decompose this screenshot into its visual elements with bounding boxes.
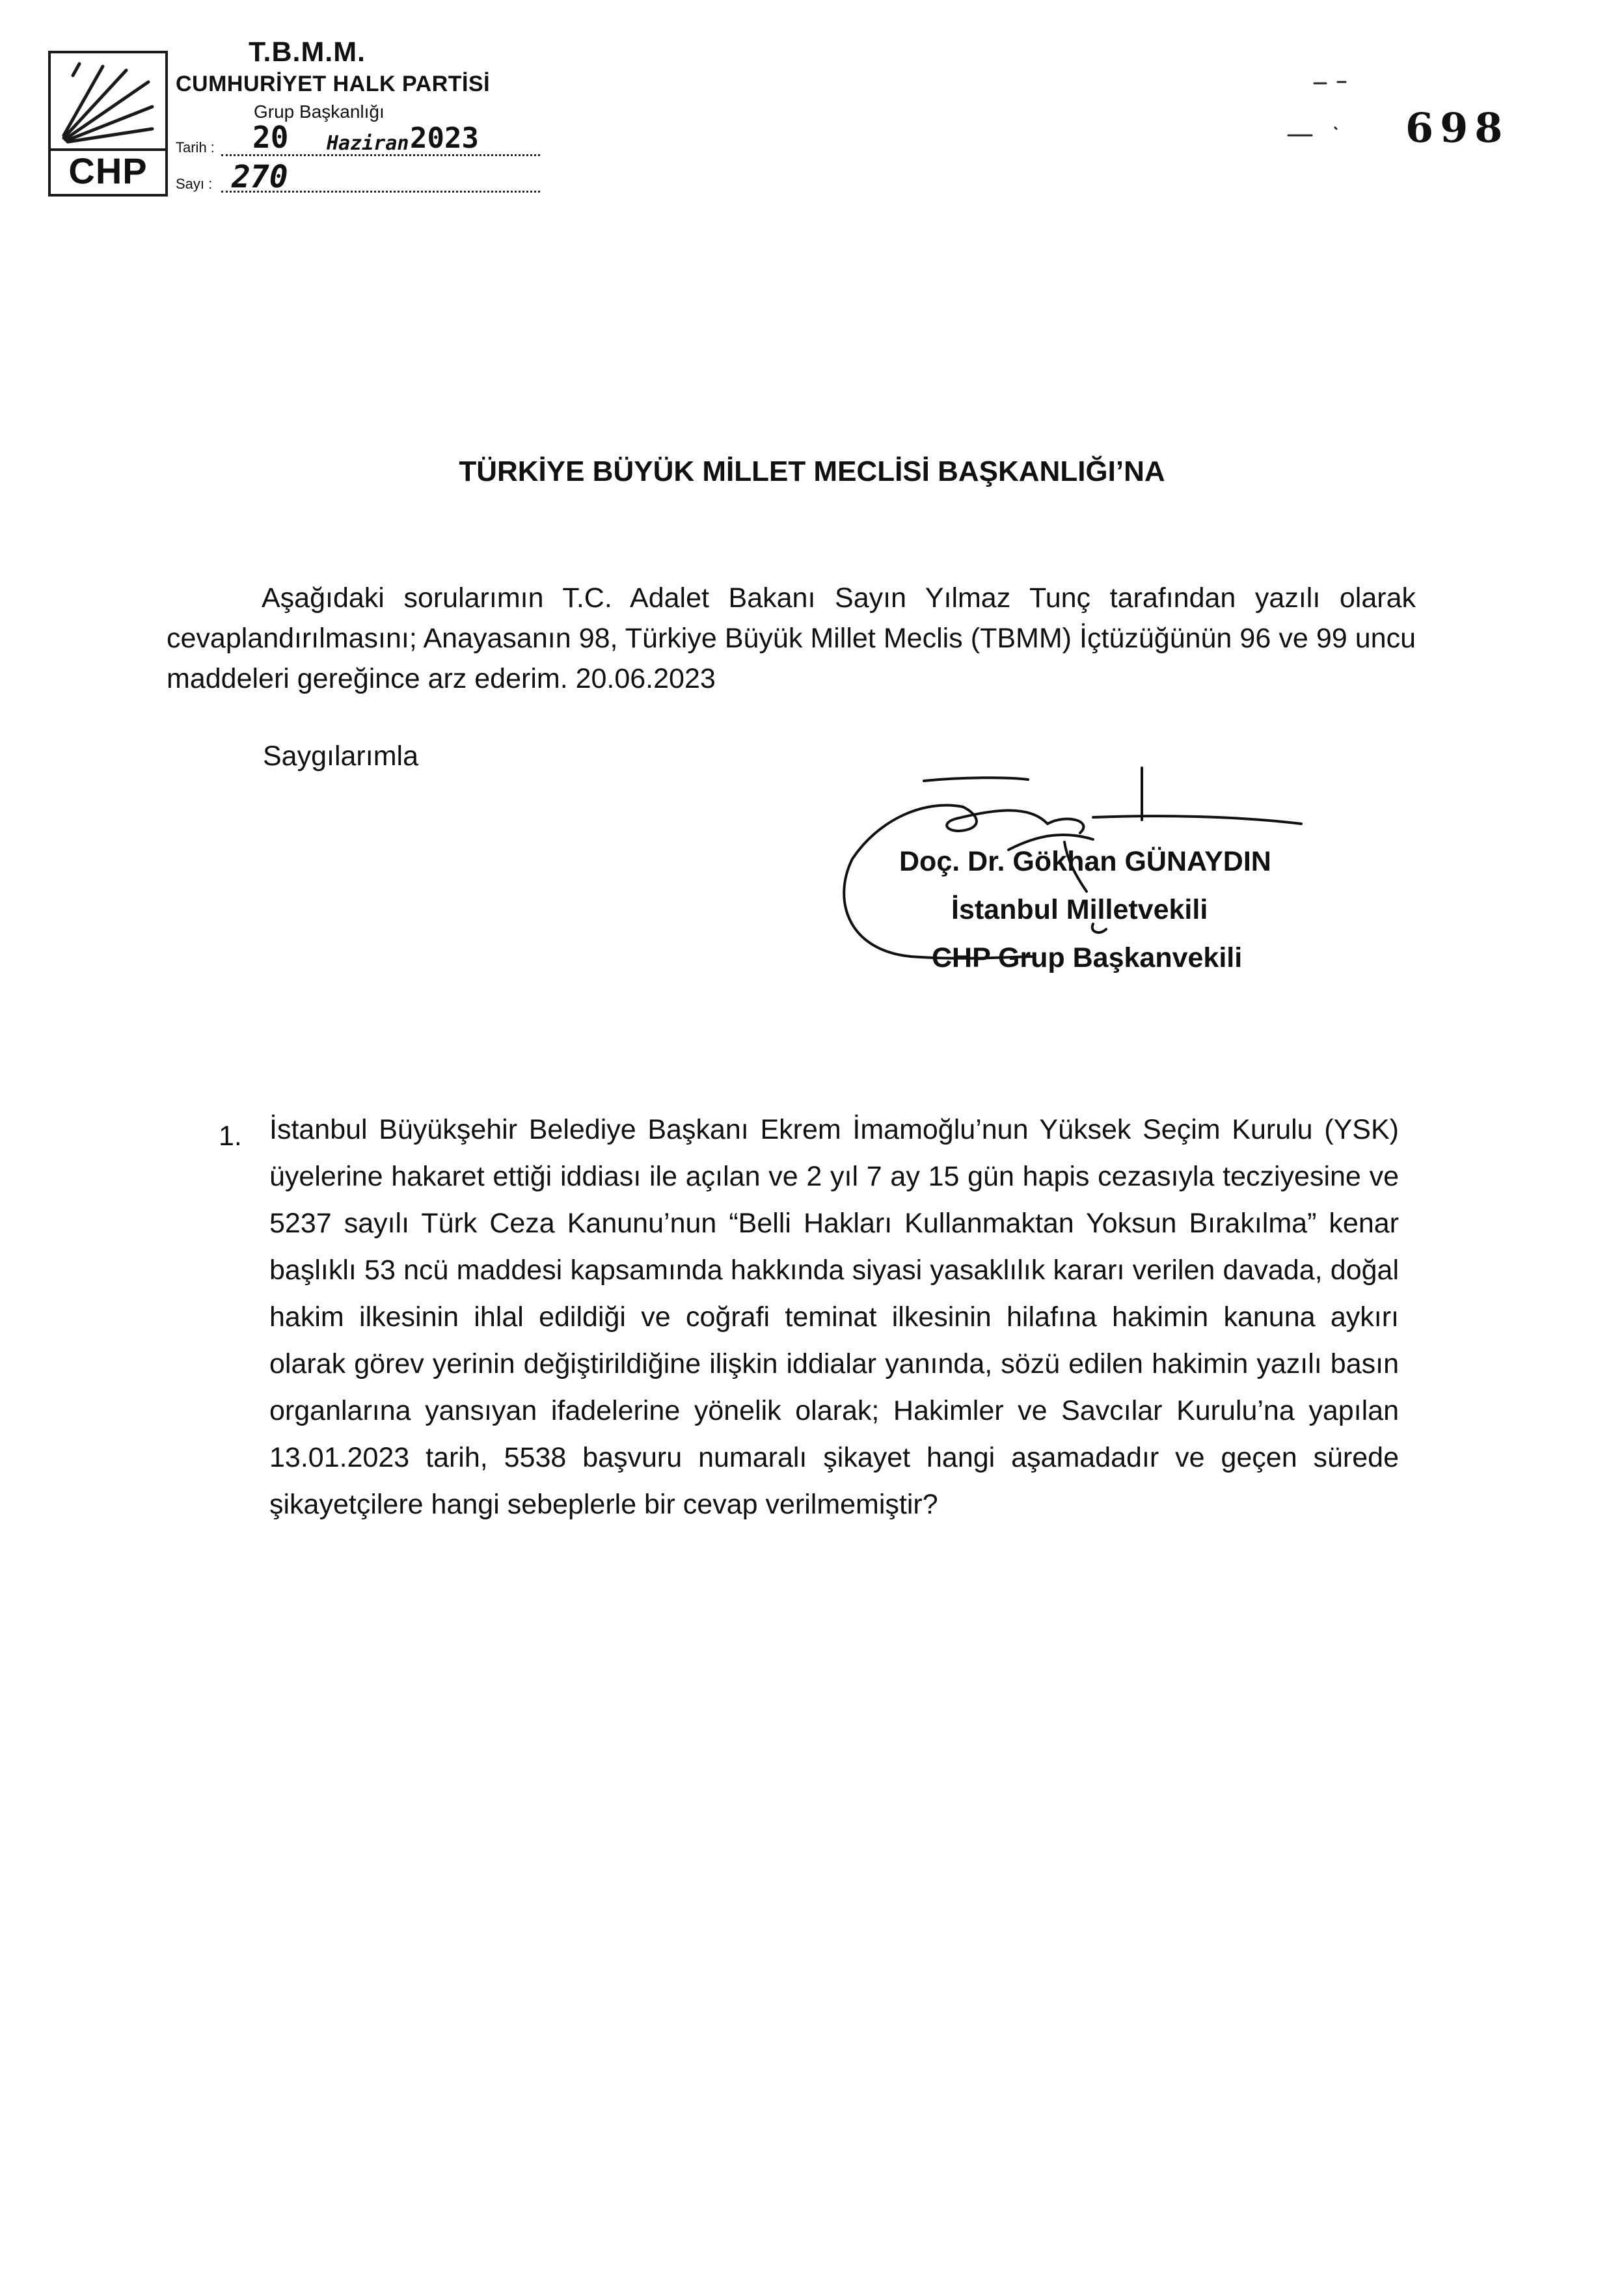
stamp-number-value: 270 xyxy=(232,159,288,195)
stamp-date-month: Haziran xyxy=(327,132,409,155)
stamp-party-name: CUMHURİYET HALK PARTİSİ xyxy=(176,72,491,96)
stamp-institution: T.B.M.M. xyxy=(249,36,366,68)
page-title: TÜRKİYE BÜYÜK MİLLET MECLİSİ BAŞKANLIĞI’NA xyxy=(459,455,1165,487)
party-logo-text: CHP xyxy=(68,150,148,191)
received-stamp xyxy=(48,36,504,206)
signatory-role: İstanbul Milletvekili xyxy=(951,894,1208,925)
stamp-date-row xyxy=(176,120,540,160)
intro-paragraph xyxy=(167,578,1416,699)
intro-text: Aşağıdaki sorularımın T.C. Adalet Bakanı Sayın Yılmaz Tunç tarafından yazılı olarak cevaplandırılmasını; Anayasanın 98, Türkiye Büyük Millet Meclis (TBMM) İçtüzüğünün 96 ve 99 uncu maddeleri gereğince arz ederim. 20.06.2023 xyxy=(167,582,1416,694)
closing-salutation: Saygılarımla xyxy=(263,740,418,772)
document-number: 698 xyxy=(1405,104,1509,152)
pen-marks-icon xyxy=(1275,72,1373,150)
stamp-date-year: 2023 xyxy=(410,122,479,155)
party-logo-rays-icon xyxy=(57,56,155,147)
stamp-number-row xyxy=(176,159,540,197)
stamp-date-label: Tarih : xyxy=(176,139,215,156)
stamp-date-day: 20 xyxy=(252,120,289,155)
signatory-name: Doç. Dr. Gökhan GÜNAYDIN xyxy=(899,846,1271,877)
question-number: 1. xyxy=(219,1121,242,1152)
signatory-position: CHP Grup Başkanvekili xyxy=(932,942,1243,973)
question-text: İstanbul Büyükşehir Belediye Başkanı Ekrem İmamoğlu’nun Yüksek Seçim Kurulu (YSK) üyelerine hakaret ettiği iddiası ile açılan ve 2 yıl 7 ay 15 gün hapis cezasıyla tecziyesine ve 5237 sayılı Türk Ceza Kanunu’nun “Belli Hakları Kullanmaktan Yoksun Bırakılma” kenar başlıklı 53 ncü maddesi kapsamında hakkında siyasi yasaklılık kararı verilen davada, doğal hakim ilkesinin ihlal edildiği ve coğrafi teminat ilkesinin hilafına hakimin kanuna aykırı olarak görev yerinin değiştirildiğine ilişkin iddialar yanında, sözü edilen hakimin yazılı basın organlarına yansıyan ifadelerine yönelik olarak; Hakimler ve Savcılar Kurulu’na yapılan 13.01.2023 tarih, 5538 başvuru numaralı şikayet hangi aşamadadır ve geçen sürede şikayetçilere hangi sebeplerle bir cevap verilmemiştir? xyxy=(269,1114,1399,1520)
stamp-number-label: Sayı : xyxy=(176,176,213,192)
stamp-office: Grup Başkanlığı xyxy=(254,102,385,122)
